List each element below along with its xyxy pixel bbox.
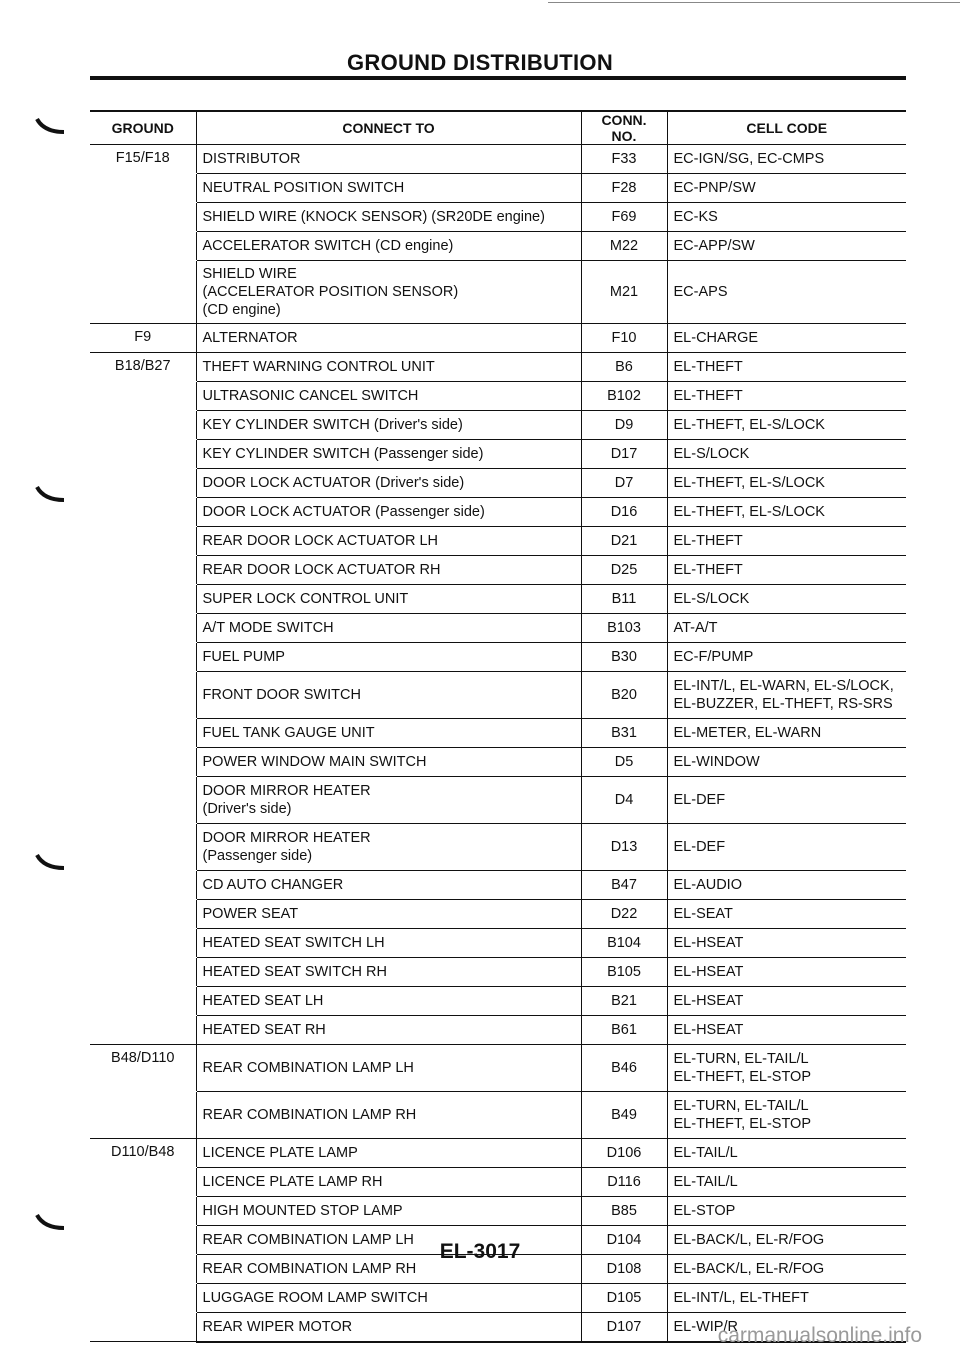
conn-no-cell: D105 — [581, 1284, 667, 1313]
connect-to-cell: ALTERNATOR — [196, 324, 581, 353]
connect-to-cell: REAR COMBINATION LAMP LH — [196, 1045, 581, 1092]
conn-no-cell: D4 — [581, 777, 667, 824]
conn-no-cell: F69 — [581, 203, 667, 232]
ground-cell — [90, 1168, 196, 1197]
conn-no-cell: B103 — [581, 614, 667, 643]
ground-cell — [90, 261, 196, 324]
connect-to-cell: ULTRASONIC CANCEL SWITCH — [196, 382, 581, 411]
connect-to-cell: SHIELD WIRE (ACCELERATOR POSITION SENSOR) (CD engine) — [196, 261, 581, 324]
ground-cell: B48/D110 — [111, 1050, 175, 1066]
ground-cell — [90, 556, 196, 585]
table-row — [90, 1284, 906, 1313]
cell-code-cell: EL-WIP/R — [667, 1313, 906, 1342]
cell-code-cell: EL-HSEAT — [667, 1016, 906, 1045]
cell-code-cell: EL-TURN, EL-TAIL/L EL-THEFT, EL-STOP — [667, 1092, 906, 1139]
conn-no-cell: B46 — [581, 1045, 667, 1092]
cell-code-cell: EL-INT/L, EL-WARN, EL-S/LOCK, EL-BUZZER, EL-THEFT, RS-SRS — [667, 672, 906, 719]
conn-no-cell: D22 — [581, 900, 667, 929]
cell-code-cell: EL-THEFT — [667, 353, 906, 382]
ground-cell — [90, 871, 196, 900]
header-cell-code: CELL CODE — [667, 111, 906, 145]
conn-no-cell: B20 — [581, 672, 667, 719]
cell-code-cell: EL-BACK/L, EL-R/FOG — [667, 1255, 906, 1284]
connect-to-cell: CD AUTO CHANGER — [196, 871, 581, 900]
table-row — [90, 1092, 906, 1139]
cell-code-cell: EC-APP/SW — [667, 232, 906, 261]
conn-no-cell: F33 — [581, 145, 667, 174]
cell-code-cell: EL-DEF — [667, 824, 906, 871]
connect-to-cell: REAR DOOR LOCK ACTUATOR LH — [196, 527, 581, 556]
connect-to-cell: FRONT DOOR SWITCH — [196, 672, 581, 719]
conn-no-cell: D13 — [581, 824, 667, 871]
ground-cell: B18/B27 — [114, 358, 171, 374]
cell-code-cell: EL-BACK/L, EL-R/FOG — [667, 1226, 906, 1255]
conn-no-cell: B21 — [581, 987, 667, 1016]
conn-no-cell: D116 — [581, 1168, 667, 1197]
ground-cell — [90, 411, 196, 440]
ground-cell — [90, 987, 196, 1016]
table-row — [90, 987, 906, 1016]
connect-to-cell: SUPER LOCK CONTROL UNIT — [196, 585, 581, 614]
ground-cell — [90, 929, 196, 958]
connect-to-cell: DISTRIBUTOR — [196, 145, 581, 174]
table-row — [90, 145, 906, 174]
table-row — [90, 958, 906, 987]
conn-no-cell: D104 — [581, 1226, 667, 1255]
connect-to-cell: POWER WINDOW MAIN SWITCH — [196, 748, 581, 777]
cell-code-cell: EC-IGN/SG, EC-CMPS — [667, 145, 906, 174]
table-row — [90, 643, 906, 672]
conn-no-cell: B105 — [581, 958, 667, 987]
table-row — [90, 232, 906, 261]
conn-no-cell: F28 — [581, 174, 667, 203]
cell-code-cell: EL-HSEAT — [667, 958, 906, 987]
corner-bracket-icon — [34, 116, 70, 138]
table-row — [90, 203, 906, 232]
connect-to-cell: HEATED SEAT LH — [196, 987, 581, 1016]
connect-to-cell: KEY CYLINDER SWITCH (Passenger side) — [196, 440, 581, 469]
title-underline — [90, 76, 906, 80]
connect-to-cell: NEUTRAL POSITION SWITCH — [196, 174, 581, 203]
cell-code-cell: EL-METER, EL-WARN — [667, 719, 906, 748]
ground-cell — [90, 585, 196, 614]
connect-to-cell: REAR DOOR LOCK ACTUATOR RH — [196, 556, 581, 585]
cell-code-cell: EL-AUDIO — [667, 871, 906, 900]
ground-cell — [90, 1092, 196, 1139]
table-row — [90, 324, 906, 353]
cell-code-cell: EC-KS — [667, 203, 906, 232]
conn-no-cell: B61 — [581, 1016, 667, 1045]
table-row — [90, 585, 906, 614]
conn-no-cell: D7 — [581, 469, 667, 498]
ground-cell — [90, 748, 196, 777]
cell-code-cell: AT-A/T — [667, 614, 906, 643]
table-row — [90, 261, 906, 324]
page-number: EL-3017 — [439, 1240, 521, 1263]
ground-cell — [90, 1284, 196, 1313]
cell-code-cell: EL-SEAT — [667, 900, 906, 929]
ground-cell — [90, 777, 196, 824]
ground-cell: F15/F18 — [115, 150, 170, 166]
conn-no-cell: B85 — [581, 1197, 667, 1226]
connect-to-cell: REAR WIPER MOTOR — [196, 1313, 581, 1342]
cell-code-cell: EL-THEFT, EL-S/LOCK — [667, 498, 906, 527]
connect-to-cell: LICENCE PLATE LAMP — [196, 1139, 581, 1168]
table-header-row — [90, 111, 906, 145]
conn-no-cell: B47 — [581, 871, 667, 900]
table-row — [90, 469, 906, 498]
ground-cell — [90, 1313, 196, 1342]
ground-cell — [90, 1016, 196, 1045]
cell-code-cell: EL-HSEAT — [667, 987, 906, 1016]
cell-code-cell: EL-THEFT, EL-S/LOCK — [667, 469, 906, 498]
table-row — [90, 900, 906, 929]
connect-to-cell: ACCELERATOR SWITCH (CD engine) — [196, 232, 581, 261]
corner-bracket-icon — [34, 484, 70, 506]
table-row — [90, 1139, 906, 1168]
conn-no-cell: B11 — [581, 585, 667, 614]
table-row — [90, 411, 906, 440]
table-body — [90, 145, 906, 1342]
cell-code-cell: EL-STOP — [667, 1197, 906, 1226]
cell-code-cell: EL-DEF — [667, 777, 906, 824]
cell-code-cell: EL-S/LOCK — [667, 440, 906, 469]
conn-no-cell: B6 — [581, 353, 667, 382]
conn-no-cell: D5 — [581, 748, 667, 777]
connect-to-cell: A/T MODE SWITCH — [196, 614, 581, 643]
table-row — [90, 748, 906, 777]
connect-to-cell: LUGGAGE ROOM LAMP SWITCH — [196, 1284, 581, 1313]
connect-to-cell: DOOR MIRROR HEATER (Driver's side) — [196, 777, 581, 824]
conn-no-cell: D106 — [581, 1139, 667, 1168]
watermark: carmanualsonline.info — [717, 1324, 922, 1347]
ground-cell — [90, 1197, 196, 1226]
connect-to-cell: HIGH MOUNTED STOP LAMP — [196, 1197, 581, 1226]
ground-cell — [90, 900, 196, 929]
connect-to-cell: HEATED SEAT SWITCH LH — [196, 929, 581, 958]
table-row — [90, 1016, 906, 1045]
table-row — [90, 498, 906, 527]
conn-no-cell: M21 — [581, 261, 667, 324]
cell-code-cell: EL-TAIL/L — [667, 1139, 906, 1168]
table-row — [90, 929, 906, 958]
connect-to-cell: THEFT WARNING CONTROL UNIT — [196, 353, 581, 382]
table-row — [90, 382, 906, 411]
ground-distribution-table — [90, 110, 906, 1343]
ground-cell — [90, 672, 196, 719]
header-connect-to: CONNECT TO — [196, 111, 581, 145]
ground-cell — [90, 440, 196, 469]
table-row — [90, 353, 906, 382]
connect-to-cell: REAR COMBINATION LAMP RH — [196, 1255, 581, 1284]
cell-code-cell: EC-APS — [667, 261, 906, 324]
cell-code-cell: EL-INT/L, EL-THEFT — [667, 1284, 906, 1313]
corner-bracket-icon — [34, 852, 70, 874]
table-row — [90, 440, 906, 469]
conn-no-cell: B31 — [581, 719, 667, 748]
ground-cell — [90, 498, 196, 527]
conn-no-cell: D107 — [581, 1313, 667, 1342]
cell-code-cell: EL-THEFT — [667, 556, 906, 585]
table-row — [90, 1045, 906, 1092]
table-row — [90, 556, 906, 585]
cell-code-cell: EL-WINDOW — [667, 748, 906, 777]
ground-cell — [90, 643, 196, 672]
cell-code-cell: EL-S/LOCK — [667, 585, 906, 614]
cell-code-cell: EL-THEFT, EL-S/LOCK — [667, 411, 906, 440]
conn-no-cell: B104 — [581, 929, 667, 958]
cell-code-cell: EL-THEFT — [667, 527, 906, 556]
conn-no-cell: B49 — [581, 1092, 667, 1139]
table-row — [90, 777, 906, 824]
cell-code-cell: EC-PNP/SW — [667, 174, 906, 203]
corner-bracket-icon — [34, 1212, 70, 1234]
cell-code-cell: EL-TAIL/L — [667, 1168, 906, 1197]
connect-to-cell: REAR COMBINATION LAMP LH — [196, 1226, 581, 1255]
ground-cell — [90, 469, 196, 498]
connect-to-cell: DOOR MIRROR HEATER (Passenger side) — [196, 824, 581, 871]
ground-cell — [90, 527, 196, 556]
connect-to-cell: DOOR LOCK ACTUATOR (Passenger side) — [196, 498, 581, 527]
connect-to-cell: FUEL PUMP — [196, 643, 581, 672]
connect-to-cell: POWER SEAT — [196, 900, 581, 929]
cell-code-cell: EL-HSEAT — [667, 929, 906, 958]
ground-cell — [90, 824, 196, 871]
connect-to-cell: REAR COMBINATION LAMP RH — [196, 1092, 581, 1139]
cell-code-cell: EL-TURN, EL-TAIL/L EL-THEFT, EL-STOP — [667, 1045, 906, 1092]
connect-to-cell: DOOR LOCK ACTUATOR (Driver's side) — [196, 469, 581, 498]
ground-cell — [90, 614, 196, 643]
ground-distribution-table-wrap — [90, 110, 906, 1343]
connect-to-cell: KEY CYLINDER SWITCH (Driver's side) — [196, 411, 581, 440]
conn-no-cell: D108 — [581, 1255, 667, 1284]
ground-cell — [90, 719, 196, 748]
ground-cell — [90, 174, 196, 203]
conn-no-cell: B30 — [581, 643, 667, 672]
header-ground: GROUND — [90, 111, 196, 145]
table-row — [90, 614, 906, 643]
connect-to-cell: HEATED SEAT RH — [196, 1016, 581, 1045]
conn-no-cell: D16 — [581, 498, 667, 527]
conn-no-cell: B102 — [581, 382, 667, 411]
table-row — [90, 672, 906, 719]
table-row — [90, 1168, 906, 1197]
conn-no-cell: D25 — [581, 556, 667, 585]
table-row — [90, 174, 906, 203]
conn-no-cell: D9 — [581, 411, 667, 440]
top-edge-rule — [548, 2, 960, 3]
page-title: GROUND DISTRIBUTION — [346, 50, 614, 75]
conn-no-cell: D17 — [581, 440, 667, 469]
table-row — [90, 527, 906, 556]
cell-code-cell: EL-CHARGE — [667, 324, 906, 353]
header-conn-no: CONN. NO. — [581, 111, 667, 145]
cell-code-cell: EC-F/PUMP — [667, 643, 906, 672]
connect-to-cell: LICENCE PLATE LAMP RH — [196, 1168, 581, 1197]
conn-no-cell: M22 — [581, 232, 667, 261]
cell-code-cell: EL-THEFT — [667, 382, 906, 411]
ground-cell — [90, 382, 196, 411]
connect-to-cell: FUEL TANK GAUGE UNIT — [196, 719, 581, 748]
connect-to-cell: HEATED SEAT SWITCH RH — [196, 958, 581, 987]
ground-cell: F9 — [90, 324, 196, 353]
ground-cell — [90, 232, 196, 261]
ground-cell — [90, 958, 196, 987]
table-row — [90, 824, 906, 871]
ground-cell: D110/B48 — [111, 1144, 175, 1160]
table-row — [90, 1197, 906, 1226]
conn-no-cell: F10 — [581, 324, 667, 353]
ground-cell — [90, 203, 196, 232]
conn-no-cell: D21 — [581, 527, 667, 556]
table-row — [90, 871, 906, 900]
table-row — [90, 719, 906, 748]
connect-to-cell: SHIELD WIRE (KNOCK SENSOR) (SR20DE engine) — [196, 203, 581, 232]
